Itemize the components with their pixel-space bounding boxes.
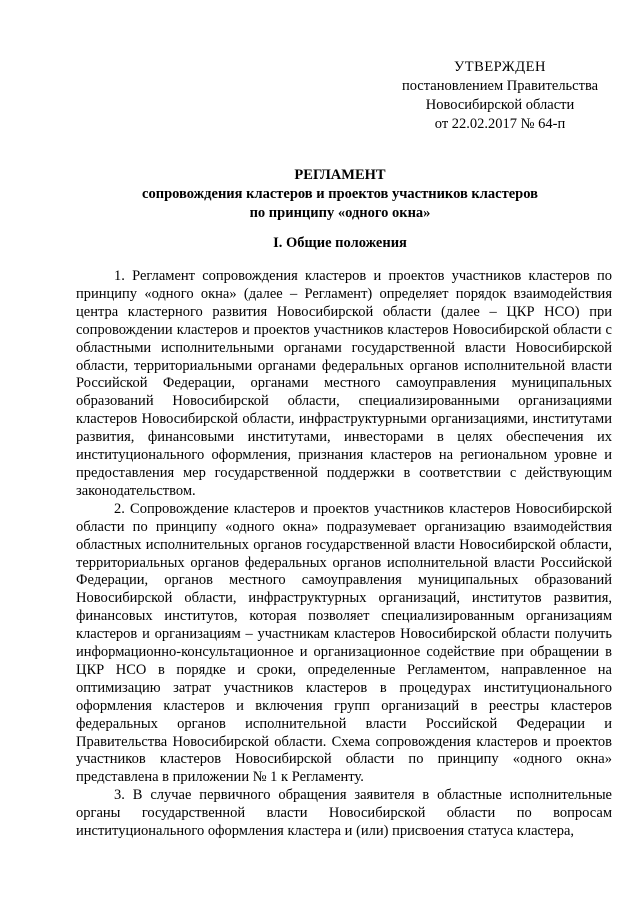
section-heading: I. Общие положения <box>273 235 407 251</box>
approval-authority: постановлением Правительства <box>401 78 599 94</box>
document-body <box>76 268 612 841</box>
approval-date-number: от 22.02.2017 № 64-п <box>434 116 566 132</box>
document-title <box>60 166 620 223</box>
approval-stamp <box>380 58 620 134</box>
document-title-line-3: по принципу «одного окна» <box>249 205 431 221</box>
document-title-line-2: сопровождения кластеров и проектов участников кластеров <box>142 186 538 202</box>
paragraph-2: 2. Сопровождение кластеров и проектов участников кластеров Новосибирской области по принципу «одного окна» подразумевает организацию взаимодействия областных исполнительных органов государственной власти Новосибирской области, территориальных органов федеральных органов исполнительной власти Российской Федерации, органов местного самоуправления муниципальных образований Новосибирской области, инфраструктурных организаций, институтов развития, финансовых институтов, которая позволяет специализированным организациям кластеров и организациям – участникам кластеров Новосибирской области получить информационно-консультационное и организационное содействие при обращении в ЦКР НСО в порядке и сроки, определенные Регламентом, направленное на оптимизацию затрат участников кластеров в процедурах институционального оформления кластеров и включения групп организаций в реестры кластеров федеральных органов исполнительной власти Российской Федерации и Правительства Новосибирской области. Схема сопровождения кластеров и проектов участников кластеров Новосибирской области по принципу «одного окна» представлена в приложении № 1 к Регламенту. <box>76 500 612 786</box>
approval-title: УТВЕРЖДЕН <box>454 59 546 75</box>
document-title-line-1: РЕГЛАМЕНТ <box>294 167 386 183</box>
paragraph-3: 3. В случае первичного обращения заявителя в областные исполнительные органы государственной власти Новосибирской области по вопросам институционального оформления кластера и (или) присвоения статуса кластера, <box>76 787 612 840</box>
approval-region: Новосибирской области <box>425 97 575 113</box>
paragraph-1: 1. Регламент сопровождения кластеров и проектов участников кластеров по принципу «одного окна» (далее – Регламент) определяет порядок взаимодействия центра кластерного развития Новосибирской области (далее – ЦКР НСО) при сопровождении кластеров и проектов участников кластеров Новосибирской области с областными исполнительными органами государственной власти Новосибирской области, территориальными органами федеральных органов исполнительной власти Российской Федерации, органами местного самоуправления муниципальных образований Новосибирской области, специализированными организациями кластеров Новосибирской области, инфраструктурными организациями, институтами развития, финансовыми институтами, инвесторами в целях обеспечения их институционального оформления, признания кластеров на региональном уровне и предоставления мер государственной поддержки в соответствии с действующим законодательством. <box>76 268 612 499</box>
